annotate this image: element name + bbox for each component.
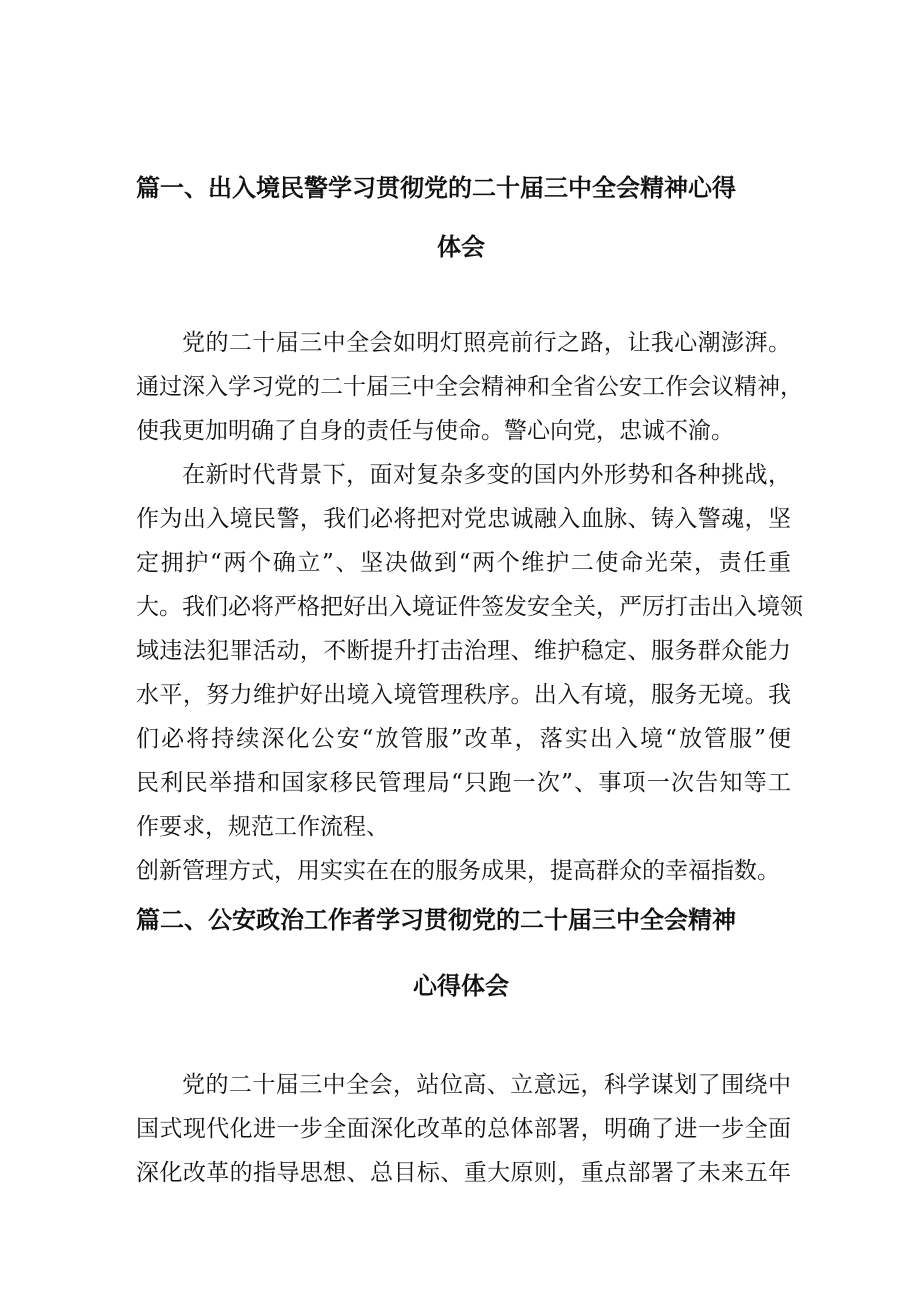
section1-paragraph-line: 域违法犯罪活动，不断提升打击治理、维护稳定、服务群众能力	[136, 638, 791, 664]
section1-paragraph-line: 党的二十届三中全会如明灯照亮前行之路，让我心潮澎湃。	[182, 330, 791, 356]
section1-paragraph-line: 使我更加明确了自身的责任与使命。警心向党，忠诚不渝。	[136, 418, 734, 444]
section2-paragraph-line: 国式现代化进一步全面深化改革的总体部署，明确了进一步全面	[136, 1116, 791, 1142]
section1-title-line2: 体会	[437, 233, 485, 261]
section1-paragraph-line: 创新管理方式，用实实在在的服务成果，提高群众的幸福指数。	[136, 858, 780, 884]
section1-paragraph-line: 民利民举措和国家移民管理局“只跑一次”、事项一次告知等工	[136, 770, 791, 796]
section1-paragraph-line: 通过深入学习党的二十届三中全会精神和全省公安工作会议精神，	[136, 374, 803, 400]
section2-title-line2: 心得体会	[413, 972, 509, 1000]
section1-paragraph-line: 定拥护“两个确立”、坚决做到“两个维护二使命光荣，责任重	[136, 550, 791, 576]
section1-paragraph-line: 作要求，规范工作流程、	[136, 814, 389, 840]
section1-paragraph-line: 大。我们必将严格把好出入境证件签发安全关，严厉打击出入境领	[136, 594, 803, 620]
section1-title-line1: 篇一、出入境民警学习贯彻党的二十届三中全会精神心得	[136, 174, 736, 202]
section1-paragraph-line: 水平，努力维护好出境入境管理秩序。出入有境，服务无境。我	[136, 682, 791, 708]
section2-paragraph-line: 党的二十届三中全会，站位高、立意远，科学谋划了围绕中	[182, 1072, 791, 1098]
section2-paragraph-line: 深化改革的指导思想、总目标、重大原则，重点部署了未来五年	[136, 1160, 791, 1186]
section1-paragraph-line: 作为出入境民警，我们必将把对党忠诚融入血脉、铸入警魂，坚	[136, 506, 791, 532]
section2-title-line1: 篇二、公安政治工作者学习贯彻党的二十届三中全会精神	[136, 906, 736, 934]
section1-paragraph-line: 们必将持续深化公安“放管服”改革，落实出入境“放管服”便	[136, 726, 791, 752]
section1-paragraph-line: 在新时代背景下，面对复杂多变的国内外形势和各种挑战，	[182, 462, 791, 488]
